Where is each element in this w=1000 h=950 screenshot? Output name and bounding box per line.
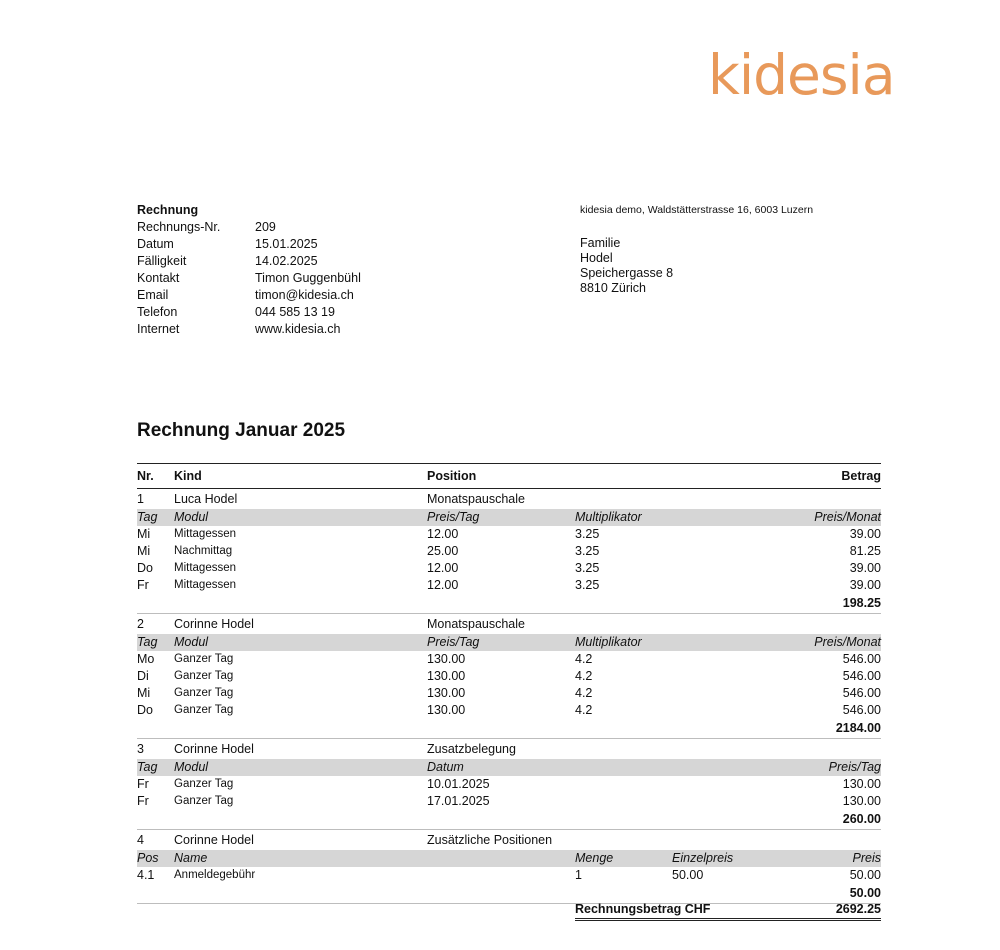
table-row: [137, 651, 881, 668]
table-cell: Mittagessen: [174, 562, 237, 574]
invoice-info: [137, 202, 361, 338]
subheader-cell: Modul: [174, 510, 209, 524]
table-cell: 12.00: [427, 578, 459, 592]
table-body: [137, 489, 881, 904]
subheader-cell: Tag: [137, 635, 158, 649]
subheader-row: [137, 509, 881, 526]
table-cell: 4.2: [575, 686, 593, 700]
subheader-cell: Preis/Tag: [427, 510, 480, 524]
table-cell: Mi: [137, 544, 151, 558]
info-label: Fälligkeit: [137, 254, 187, 268]
info-row-email: [137, 287, 361, 304]
subheader-cell: Menge: [575, 851, 614, 865]
table-row: [137, 867, 881, 884]
info-row-due: [137, 253, 361, 270]
invoice-title: Rechnung Januar 2025: [137, 420, 346, 441]
table-cell: 81.25: [849, 544, 881, 558]
table-cell: Ganzer Tag: [174, 687, 234, 699]
table-header: [137, 463, 881, 489]
table-cell: 546.00: [842, 703, 881, 717]
subheader-row: [137, 850, 881, 867]
info-label: Datum: [137, 237, 174, 251]
table-cell: Do: [137, 703, 153, 717]
subheader-cell: Tag: [137, 760, 158, 774]
group-child: Corinne Hodel: [174, 742, 254, 756]
table-cell: 4.1: [137, 868, 155, 882]
table-cell: 39.00: [849, 561, 881, 575]
subheader-cell: Multiplikator: [575, 635, 642, 649]
info-row-phone: [137, 304, 361, 321]
subheader-cell: Preis/Tag: [828, 760, 881, 774]
info-value: www.kidesia.ch: [255, 322, 341, 336]
subheader-cell: Modul: [174, 635, 209, 649]
table-cell: Fr: [137, 794, 149, 808]
table-cell: 17.01.2025: [427, 794, 490, 808]
table-cell: 3.25: [575, 527, 600, 541]
table-cell: 130.00: [842, 794, 881, 808]
table-cell: 39.00: [849, 527, 881, 541]
subheader-cell: Preis/Tag: [427, 635, 480, 649]
info-value: timon@kidesia.ch: [255, 288, 354, 302]
subheader-row: [137, 634, 881, 651]
invoice-table: [137, 463, 881, 904]
table-row: [137, 702, 881, 719]
address-line: Familie: [580, 236, 621, 250]
subheader-cell: Tag: [137, 510, 158, 524]
group-total: 2184.00: [835, 721, 881, 735]
table-cell: Anmeldegebühr: [174, 869, 256, 881]
info-row-number: [137, 219, 361, 236]
table-cell: 4.2: [575, 669, 593, 683]
group-total: 198.25: [842, 596, 881, 610]
table-cell: 130.00: [427, 652, 466, 666]
subheader-cell: Einzelpreis: [672, 851, 734, 865]
table-cell: 10.01.2025: [427, 777, 490, 791]
info-label: Kontakt: [137, 271, 180, 285]
table-cell: Ganzer Tag: [174, 778, 234, 790]
table-row: [137, 685, 881, 702]
table-cell: 130.00: [427, 703, 466, 717]
table-cell: 12.00: [427, 527, 459, 541]
subheader-cell: Multiplikator: [575, 510, 642, 524]
table-cell: Ganzer Tag: [174, 670, 234, 682]
address-line: Hodel: [580, 251, 613, 265]
group-position: Zusatzbelegung: [427, 742, 516, 756]
info-value: 14.02.2025: [255, 254, 318, 268]
table-cell: 50.00: [672, 868, 704, 882]
table-cell: Mo: [137, 652, 155, 666]
group-total-row: [137, 810, 881, 830]
header-nr: Nr.: [137, 469, 154, 483]
table-cell: 130.00: [427, 669, 466, 683]
invoice-info-heading: Rechnung: [137, 203, 199, 217]
group-total-row: [137, 594, 881, 614]
group-row: [137, 489, 881, 509]
table-cell: 50.00: [849, 868, 881, 882]
group-child: Corinne Hodel: [174, 833, 254, 847]
address-line: Speichergasse 8: [580, 266, 674, 280]
group-nr: 1: [137, 492, 144, 506]
address-line: 8810 Zürich: [580, 281, 647, 295]
table-cell: 1: [575, 868, 582, 882]
subheader-cell: Datum: [427, 760, 464, 774]
group-child: Luca Hodel: [174, 492, 238, 506]
header-amount: Betrag: [841, 469, 881, 483]
table-cell: Mi: [137, 686, 151, 700]
group-row: [137, 830, 881, 850]
table-cell: Ganzer Tag: [174, 653, 234, 665]
header-position: Position: [427, 469, 477, 483]
subheader-cell: Modul: [174, 760, 209, 774]
table-cell: 3.25: [575, 561, 600, 575]
table-cell: 3.25: [575, 544, 600, 558]
group-position: Zusätzliche Positionen: [427, 833, 553, 847]
table-cell: Fr: [137, 578, 149, 592]
table-cell: Ganzer Tag: [174, 704, 234, 716]
table-cell: 546.00: [842, 669, 881, 683]
table-cell: Mi: [137, 527, 151, 541]
subheader-cell: Pos: [137, 851, 159, 865]
info-label: Email: [137, 288, 169, 302]
table-cell: 25.00: [427, 544, 459, 558]
group-nr: 3: [137, 742, 144, 756]
table-row: [137, 776, 881, 793]
table-row: [137, 526, 881, 543]
subheader-row: [137, 759, 881, 776]
table-cell: Mittagessen: [174, 528, 237, 540]
info-value: 044 585 13 19: [255, 305, 335, 319]
table-cell: Do: [137, 561, 153, 575]
table-row: [137, 793, 881, 810]
table-cell: 3.25: [575, 578, 600, 592]
group-total-row: [137, 719, 881, 739]
group-position: Monatspauschale: [427, 617, 525, 631]
table-cell: Mittagessen: [174, 579, 237, 591]
table-cell: 130.00: [427, 686, 466, 700]
table-cell: 546.00: [842, 652, 881, 666]
table-cell: 130.00: [842, 777, 881, 791]
table-row: [137, 560, 881, 577]
grand-total-label: Rechnungsbetrag CHF: [575, 902, 711, 916]
table-cell: Fr: [137, 777, 149, 791]
group-child: Corinne Hodel: [174, 617, 254, 631]
group-row: [137, 614, 881, 634]
group-total: 260.00: [842, 812, 881, 826]
info-label: Internet: [137, 322, 180, 336]
subheader-cell: Preis/Monat: [814, 510, 881, 524]
group-nr: 4: [137, 833, 144, 847]
info-value: 209: [255, 220, 276, 234]
group-row: [137, 739, 881, 759]
table-cell: 12.00: [427, 561, 459, 575]
info-row-contact: [137, 270, 361, 287]
table-row: [137, 668, 881, 685]
info-label: Rechnungs-Nr.: [137, 220, 221, 234]
table-cell: Di: [137, 669, 149, 683]
table-row: [137, 577, 881, 594]
subheader-cell: Preis: [852, 851, 881, 865]
sender-line: kidesia demo, Waldstätterstrasse 16, 6003 Luzern: [580, 204, 814, 216]
table-cell: 4.2: [575, 703, 593, 717]
header-kind: Kind: [174, 469, 202, 483]
grand-total-value: 2692.25: [835, 902, 881, 916]
group-total: 50.00: [849, 886, 881, 900]
table-cell: Ganzer Tag: [174, 795, 234, 807]
table-row: [137, 543, 881, 560]
table-cell: 4.2: [575, 652, 593, 666]
info-value: Timon Guggenbühl: [255, 271, 361, 285]
table-cell: 546.00: [842, 686, 881, 700]
table-cell: 39.00: [849, 578, 881, 592]
subheader-cell: Name: [174, 851, 208, 865]
subheader-cell: Preis/Monat: [814, 635, 881, 649]
info-label: Telefon: [137, 305, 178, 319]
info-value: 15.01.2025: [255, 237, 318, 251]
recipient-address: [580, 236, 673, 296]
grand-total: [575, 900, 881, 921]
kidesia-logo: kidesia: [708, 43, 895, 107]
table-cell: Nachmittag: [174, 545, 233, 557]
info-row-web: [137, 321, 361, 338]
group-nr: 2: [137, 617, 144, 631]
group-position: Monatspauschale: [427, 492, 525, 506]
info-row-date: [137, 236, 361, 253]
